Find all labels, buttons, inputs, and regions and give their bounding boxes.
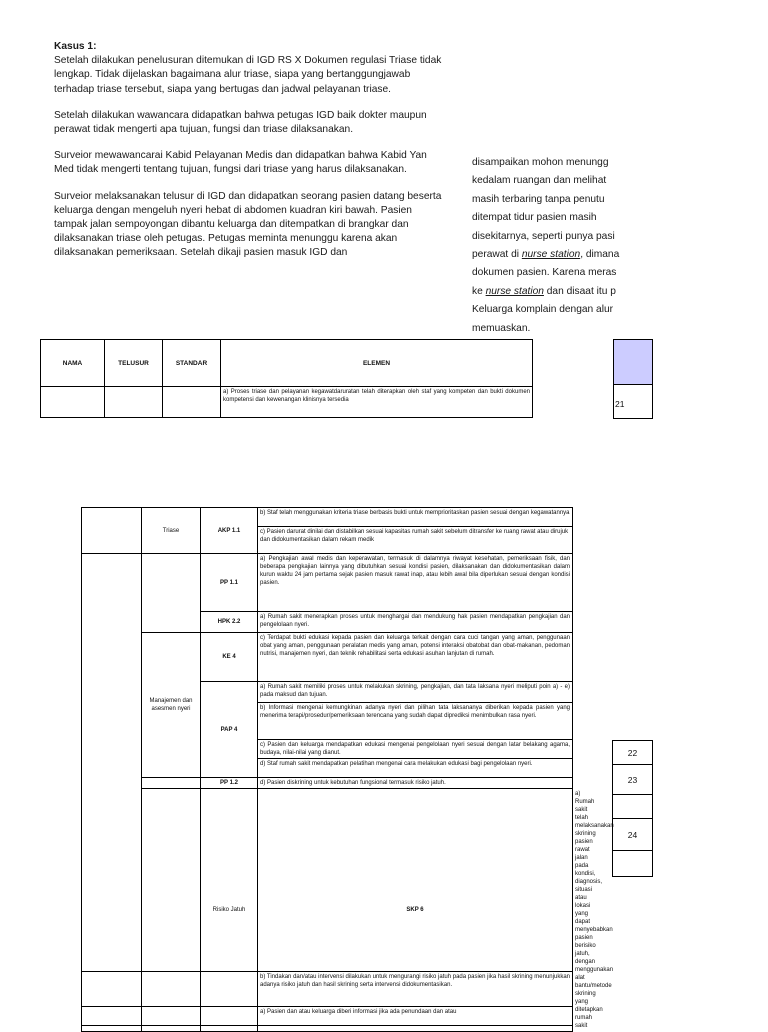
case-paragraph-1: Setelah dilakukan penelusuran ditemukan di IGD RS X Dokumen regulasi Triase tidak lengkap. Tidak dijelaskan bagaimana alur triase, siapa yang bertanggungjawab terhadap triase tersebut, siapa yang bertugas dan jadwal pelayanan triase. xyxy=(54,55,442,95)
element-cell: a) Pengkajian awal medis dan keperawatan, termasuk di dalamnya riwayat kesehatan, pemeriksaan fisik, dan beberapa pengkajian lainnya yang dibutuhkan sesuai kondisi pasien, dilaksanakan dan didokumentasikan dalam kurun waktu 24 jam pertama sejak pasien masuk rawat inap, atau lebih awal bila diperlukan sesuai dengan kondisi pasien. xyxy=(258,554,573,612)
col-header-telusur: TELUSUR xyxy=(105,340,163,387)
side-header-cell xyxy=(613,339,653,385)
side-number-cell: 24 xyxy=(613,819,653,851)
table-row xyxy=(41,387,533,418)
telusur-manajemen-nyeri: Manajemen dan asesmen nyeri xyxy=(142,633,201,778)
table-row xyxy=(613,795,653,819)
table-cell xyxy=(41,387,105,418)
side-number-cell: 21 xyxy=(613,385,653,419)
table-cell xyxy=(142,1007,201,1026)
continuation-line xyxy=(472,285,768,303)
table-row xyxy=(613,741,653,765)
case-text xyxy=(54,40,444,273)
text-run: perawat di xyxy=(472,248,522,260)
standar-hpk-2-2: HPK 2.2 xyxy=(201,612,258,633)
table-row xyxy=(82,778,573,789)
continuation-line: masih terbaring tanpa penutu xyxy=(472,193,605,205)
table-cell xyxy=(613,795,653,819)
nurse-station-term: nurse station xyxy=(485,285,544,297)
standar-pp-1-2: PP 1.2 xyxy=(201,778,258,789)
element-cell: a) Proses triase dan pelayanan kegawatdaruratan telah diterapkan oleh staf yang kompeten dan bukti dokumen kompetensi dan kewenangan klinisnya tersedia xyxy=(221,387,533,418)
table-cell xyxy=(613,851,653,877)
element-cell: d) Staf rumah sakit mendapatkan pelatihan mengenai cara melakukan edukasi bagi pengelolaan nyeri. xyxy=(258,759,573,778)
continuation-line: ditempat tidur pasien masih xyxy=(472,212,597,224)
col-header-nama: NAMA xyxy=(41,340,105,387)
table-row xyxy=(82,972,573,1007)
table-cell xyxy=(142,972,201,1007)
element-cell: b) Informasi mengenai kemungkinan adanya nyeri dan pilihan tata laksananya diberikan kepada pasien yang menerima terapi/prosedur/pemeriksaan terencana yang sudah dapat diprediksi menimbulkan rasa nyeri. xyxy=(258,703,573,740)
standar-skp-6: SKP 6 xyxy=(258,789,573,1032)
standar-ke-4: KE 4 xyxy=(201,633,258,682)
table-cell xyxy=(142,778,201,789)
standards-table xyxy=(81,507,614,1032)
table-row xyxy=(613,851,653,877)
table-cell xyxy=(82,1007,142,1026)
case-paragraph-4: Surveior melaksanakan telusur di IGD dan didapatkan seorang pasien datang beserta keluarga dengan mengeluh nyeri hebat di abdomen kuadran kiri bawah. Pasien tampak jalan sempoyongan dibantu keluarga dan ditempatkan di brangkar dan dilaksanakan triase oleh petugas. Petugas meminta menunggu karena akan dilaksanakan pemeriksaan. Setelah dikaji pasien masuk IGD dan xyxy=(54,190,442,259)
continuation-line: Keluarga komplain dengan alur xyxy=(472,304,614,316)
table-row xyxy=(613,765,653,795)
standar-pp-1-1: PP 1.1 xyxy=(201,554,258,612)
table-cell xyxy=(82,508,142,554)
table-row xyxy=(613,819,653,851)
telusur-risiko-jatuh: Risiko Jatuh xyxy=(201,789,258,1032)
element-cell: c) Pasien darurat dinilai dan distabilkan sesuai kapasitas rumah sakit sebelum ditransfer ke ruang rawat atau dirujuk dan didokumentasikan dalam rekam medik xyxy=(258,527,573,554)
col-header-standar: STANDAR xyxy=(163,340,221,387)
standar-pap-4: PAP 4 xyxy=(201,682,258,778)
telusur-triase: Triase xyxy=(142,508,201,554)
element-cell: b) Staf telah menggunakan kriteria triase berbasis bukti untuk memprioritaskan pasien sesuai dengan kegawatannya xyxy=(258,508,573,527)
table-cell xyxy=(201,1007,258,1026)
element-cell: b) Tindakan dan/atau intervensi dilakukan untuk mengurangi risiko jatuh pada pasien jika hasil skrining menunjukkan adanya risiko jatuh dan hasil skrining serta intervensi didokumentasikan. xyxy=(258,972,573,1007)
table-row xyxy=(82,633,573,682)
element-cell: c) Pasien dan keluarga mendapatkan edukasi mengenai pengelolaan nyeri sesuai dengan latar belakang agama, budaya, nilai-nilai yang dianut. xyxy=(258,740,573,759)
case-paragraph-2: Setelah dilakukan wawancara didapatkan bahwa petugas IGD baik dokter maupun perawat tidak mengerti apa tujuan, fungsi dan triase dilaksanakan. xyxy=(54,109,427,136)
table-row xyxy=(82,554,573,612)
continuation-line: memuaskan. xyxy=(472,322,531,334)
case-paragraph-3: Surveior mewawancarai Kabid Pelayanan Medis dan didapatkan bahwa Kabid Yan Med tidak mengerti tentang tujuan, fungsi dari triase yang harus dilaksanakan. xyxy=(54,150,427,176)
side-number-cell: 23 xyxy=(613,765,653,795)
table-cell xyxy=(82,554,142,1032)
text-run: ke xyxy=(472,285,486,297)
table-cell xyxy=(201,972,258,1007)
element-cell: a) Rumah sakit memiliki proses untuk melakukan skrining, pengkajian, dan tata laksana nyeri meliputi poin a) - e) pada maksud dan tujuan. xyxy=(258,682,573,703)
table-cell xyxy=(142,554,201,633)
element-cell: a) Pasien dan atau keluarga diberi informasi jika ada penundaan dan atau xyxy=(258,1007,573,1026)
table-row xyxy=(82,508,573,527)
continuation-line: disekitarnya, seperti punya pasi xyxy=(472,230,615,242)
table-cell xyxy=(105,387,163,418)
case-title: Kasus 1: xyxy=(54,41,97,52)
continuation-table xyxy=(81,971,573,1026)
continuation-line xyxy=(472,248,768,266)
element-cell: d) Pasien diskrining untuk kebutuhan fungsional termasuk risiko jatuh. xyxy=(258,778,573,789)
side-number-cell: 22 xyxy=(613,741,653,765)
table-cell xyxy=(163,387,221,418)
table-header-row xyxy=(41,340,533,387)
nurse-station-term: nurse station xyxy=(521,248,581,260)
continuation-line: kedalam ruangan dan melihat xyxy=(472,175,607,187)
side-number-column xyxy=(612,740,653,877)
continuation-line: disampaikan mohon menungg xyxy=(472,157,609,168)
table-row xyxy=(82,1007,573,1026)
text-run: , dimana xyxy=(580,248,620,260)
element-cell: a) Rumah sakit menerapkan proses untuk menghargai dan mendukung hak pasien mendapatkan pengkajian dan pengelolaan nyeri. xyxy=(258,612,573,633)
table-row: Risiko Jatuh SKP 6 a) Rumah sakit telah melaksanakan skrining pasien rawat jalan pada kondisi, diagnosis, situasi atau lokasi yang dapat menyebabkan pasien berisiko jatuh, dengan menggunakan alat bantu/metode skrining yang ditetapkan rumah sakit xyxy=(82,789,573,1032)
header-table xyxy=(40,339,533,418)
case-continuation xyxy=(472,156,768,340)
standar-akp-1-1: AKP 1.1 xyxy=(201,508,258,554)
continuation-line: dokumen pasien. Karena meras xyxy=(472,267,617,279)
table-cell xyxy=(82,972,142,1007)
col-header-elemen: ELEMEN xyxy=(221,340,533,387)
element-cell: c) Terdapat bukti edukasi kepada pasien dan keluarga terkait dengan cara cuci tangan yang aman, penggunaan obat yang aman, penggunaan peralatan medis yang aman, potensi interaksi obatobat dan obat-makanan, pedoman nutrisi, manajemen nyeri, dan teknik rehabilitasi serta edukasi asuhan lanjutan di rumah. xyxy=(258,633,573,682)
text-run: dan disaat itu p xyxy=(543,285,616,297)
